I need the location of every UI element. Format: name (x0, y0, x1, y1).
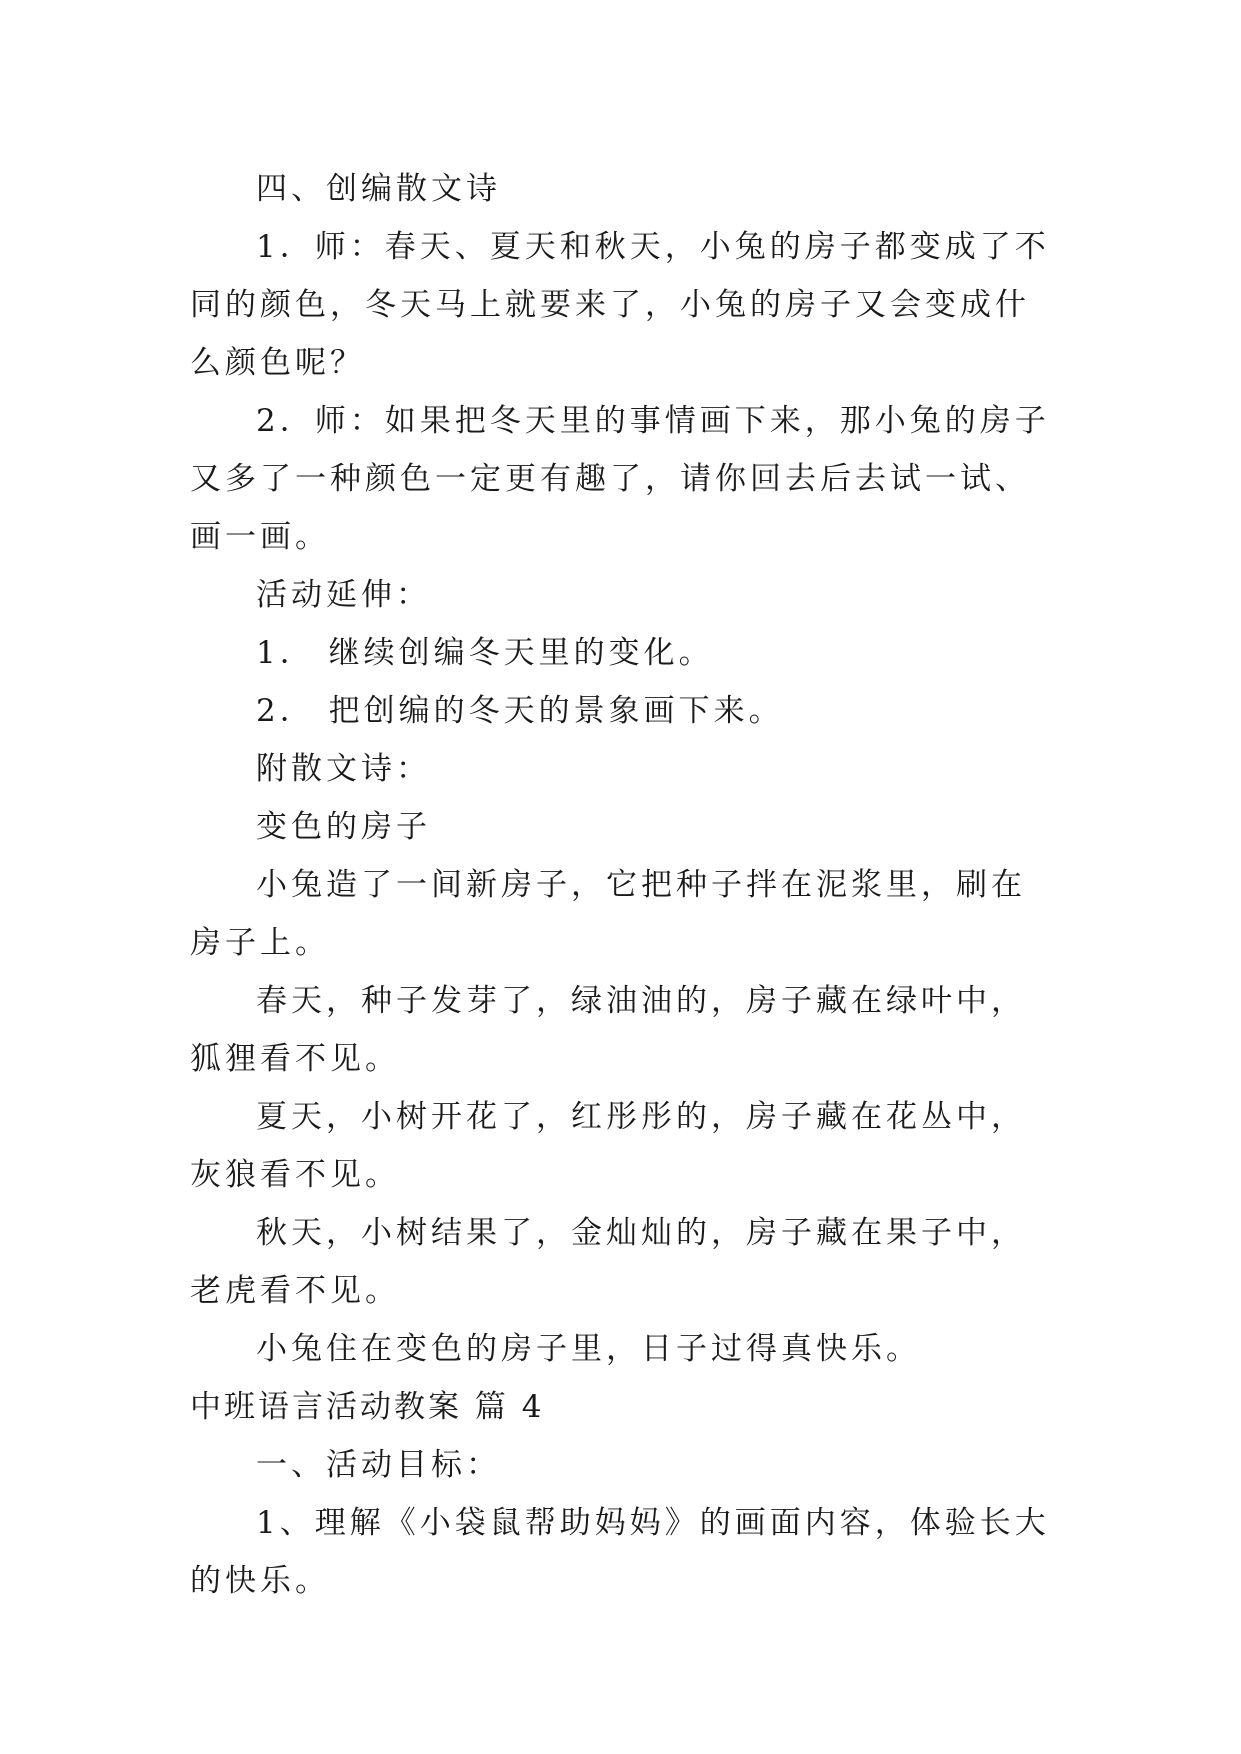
document-body (190, 160, 1050, 1610)
paragraph-goal-1: 1、理解《小袋鼠帮助妈妈》的画面内容，体验长大的快乐。 (190, 1505, 1050, 1599)
paragraph-teacher-question-1: 1．师：春天、夏天和秋天，小兔的房子都变成了不同的颜色，冬天马上就要来了，小兔的房子又会变成什么颜色呢？ (190, 229, 1050, 381)
list-item-extension-1: 1． 继续创编冬天里的变化。 (256, 635, 714, 671)
list-item-extension-2: 2． 把创编的冬天的景象画下来。 (256, 693, 784, 729)
section-heading-create-poem: 四、创编散文诗 (256, 171, 501, 207)
poem-stanza-spring: 春天，种子发芽了，绿油油的，房子藏在绿叶中，狐狸看不见。 (190, 983, 1026, 1077)
section-heading-appendix-poem: 附散文诗： (256, 751, 431, 787)
poem-stanza-summer: 夏天，小树开花了，红彤彤的，房子藏在花丛中，灰狼看不见。 (190, 1099, 1026, 1193)
poem-stanza-1: 小兔造了一间新房子，它把种子拌在泥浆里，刷在房子上。 (190, 867, 1026, 961)
section-heading-activity-goals: 一、活动目标： (256, 1447, 501, 1483)
lesson-plan-title: 中班语言活动教案 篇 4 (190, 1389, 545, 1425)
section-heading-activity-extension: 活动延伸： (256, 577, 431, 613)
poem-stanza-ending: 小兔住在变色的房子里，日子过得真快乐。 (256, 1331, 921, 1367)
paragraph-teacher-question-2: 2．师：如果把冬天里的事情画下来，那小兔的房子又多了一种颜色一定更有趣了，请你回去后去试一试、画一画。 (190, 403, 1050, 555)
poem-stanza-autumn: 秋天，小树结果了，金灿灿的，房子藏在果子中，老虎看不见。 (190, 1215, 1026, 1309)
poem-title: 变色的房子 (256, 809, 431, 845)
